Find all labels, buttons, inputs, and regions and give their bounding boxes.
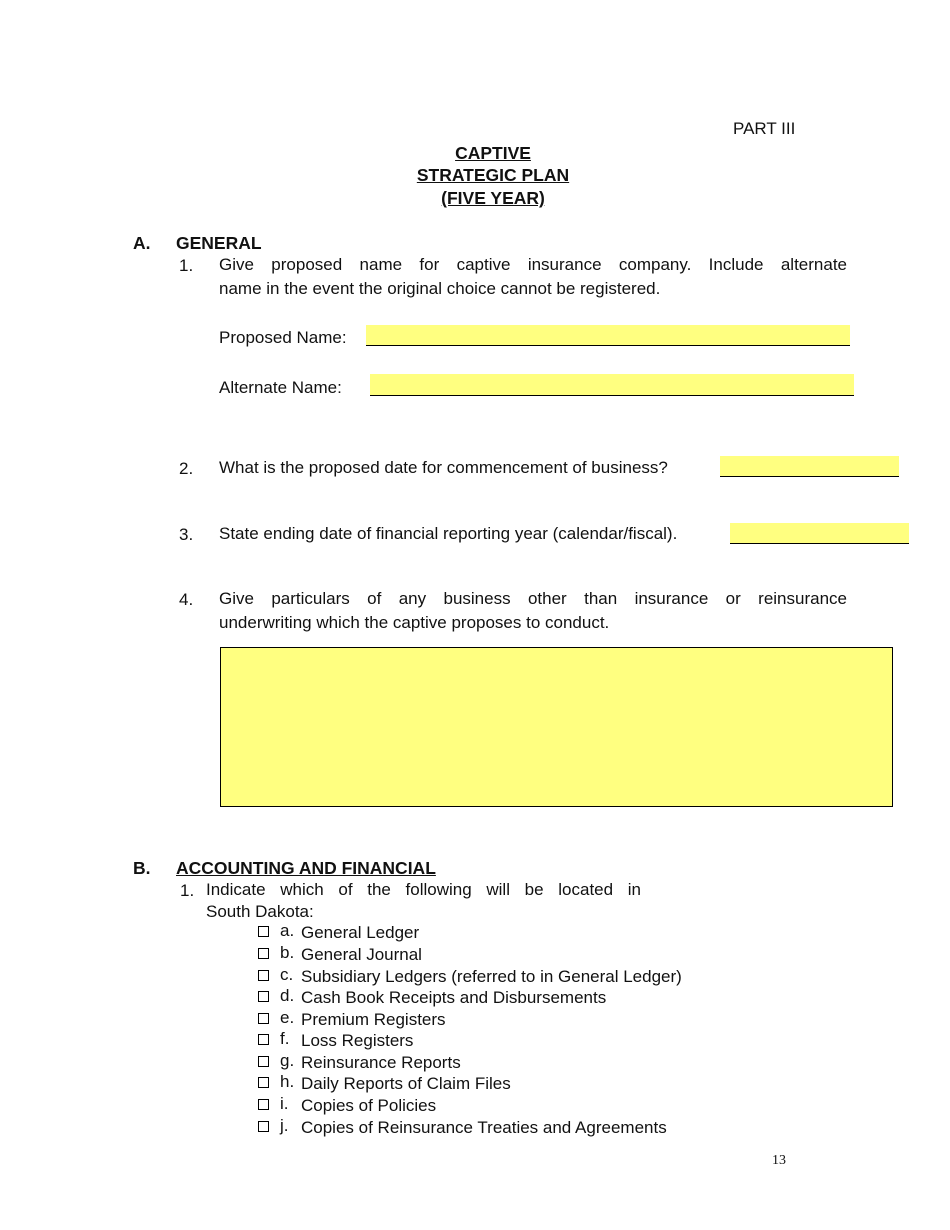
checkbox[interactable] — [258, 948, 269, 959]
section-b-question-1-number: 1. — [180, 881, 195, 900]
item-label: General Ledger — [301, 923, 420, 942]
question-4-number: 4. — [179, 590, 194, 609]
page-number: 13 — [772, 1153, 786, 1168]
title-line-1: CAPTIVE — [455, 143, 531, 163]
item-label: Cash Book Receipts and Disbursements — [301, 988, 607, 1007]
item-letter: e. — [280, 1008, 295, 1027]
question-1-number: 1. — [179, 256, 194, 275]
checkbox[interactable] — [258, 1056, 269, 1067]
part-label: PART III — [733, 119, 796, 138]
question-3-number: 3. — [179, 525, 194, 544]
question-4-text-line-1: Give particulars of any business other than insurance or reinsurance — [219, 589, 847, 608]
other-business-textarea[interactable] — [220, 647, 893, 807]
item-letter: i. — [280, 1094, 289, 1113]
question-3-text: State ending date of financial reporting year (calendar/fiscal). — [219, 524, 678, 543]
question-1-text-line-2: name in the event the original choice cannot be registered. — [219, 279, 661, 298]
question-2-text: What is the proposed date for commencement of business? — [219, 458, 668, 477]
item-label: Subsidiary Ledgers (referred to in General Ledger) — [301, 967, 682, 986]
section-a-letter: A. — [133, 233, 151, 253]
reporting-year-end-field[interactable] — [730, 523, 909, 544]
section-b-question-1-text-line-1: Indicate which of the following will be located in — [206, 880, 641, 899]
section-b-question-1-text-line-2: South Dakota: — [206, 902, 314, 921]
item-letter: f. — [280, 1029, 290, 1048]
item-letter: h. — [280, 1072, 295, 1091]
item-label: Copies of Policies — [301, 1096, 437, 1115]
checkbox[interactable] — [258, 970, 269, 981]
question-4-text-line-2: underwriting which the captive proposes to conduct. — [219, 613, 610, 632]
checkbox[interactable] — [258, 1077, 269, 1088]
item-label: Premium Registers — [301, 1010, 446, 1029]
checkbox[interactable] — [258, 926, 269, 937]
commencement-date-field[interactable] — [720, 456, 899, 477]
checkbox[interactable] — [258, 1099, 269, 1110]
item-letter: j. — [280, 1116, 289, 1135]
proposed-name-label: Proposed Name: — [219, 328, 347, 347]
section-a-title: GENERAL — [176, 233, 262, 253]
section-b-title: ACCOUNTING AND FINANCIAL — [176, 858, 436, 878]
question-2-number: 2. — [179, 459, 194, 478]
checkbox[interactable] — [258, 1034, 269, 1045]
alternate-name-field[interactable] — [370, 374, 854, 396]
item-label: General Journal — [301, 945, 422, 964]
item-label: Copies of Reinsurance Treaties and Agreements — [301, 1118, 667, 1137]
checkbox[interactable] — [258, 991, 269, 1002]
item-letter: a. — [280, 921, 295, 940]
proposed-name-field[interactable] — [366, 325, 850, 346]
alternate-name-label: Alternate Name: — [219, 378, 342, 397]
item-letter: g. — [280, 1051, 295, 1070]
section-b-letter: B. — [133, 858, 151, 878]
item-label: Reinsurance Reports — [301, 1053, 461, 1072]
item-letter: b. — [280, 943, 295, 962]
title-line-2: STRATEGIC PLAN — [416, 165, 570, 185]
item-letter: c. — [280, 965, 294, 984]
question-1-text-line-1: Give proposed name for captive insurance company. Include alternate — [219, 255, 847, 274]
item-label: Daily Reports of Claim Files — [301, 1074, 511, 1093]
checkbox[interactable] — [258, 1013, 269, 1024]
item-letter: d. — [280, 986, 295, 1005]
checkbox[interactable] — [258, 1121, 269, 1132]
title-line-3: (FIVE YEAR) — [441, 188, 545, 208]
item-label: Loss Registers — [301, 1031, 414, 1050]
